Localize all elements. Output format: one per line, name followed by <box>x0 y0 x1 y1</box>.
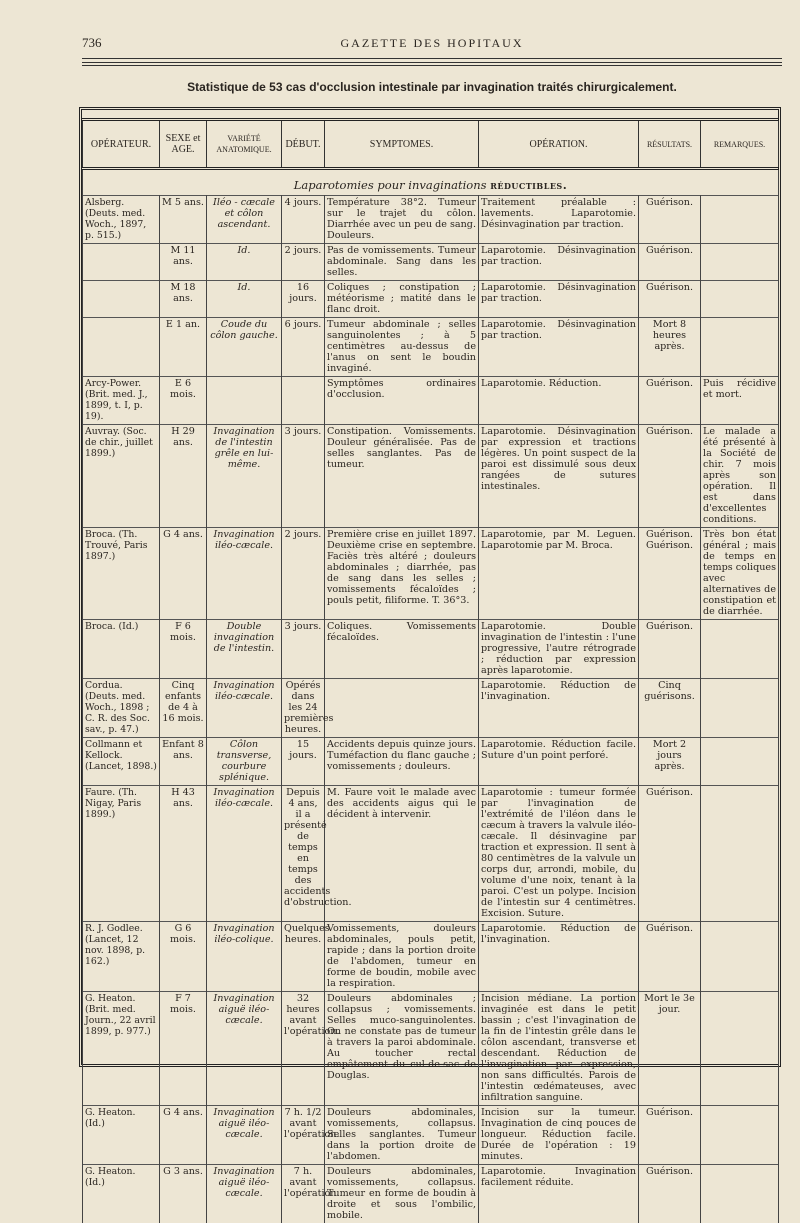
cell-variete <box>207 377 282 425</box>
cell-operateur: Cordua. (Deuts. med. Woch., 1898 ; C. R. des Soc. sav., p. 47.) <box>83 679 160 738</box>
cell-operateur <box>83 318 160 377</box>
header-rule <box>82 58 782 59</box>
cell-variete: Invagination iléo-cæcale. <box>207 786 282 922</box>
cell-resultats: Guérison. Guérison. <box>639 528 701 620</box>
cell-remarques <box>701 992 779 1106</box>
cell-remarques <box>701 738 779 786</box>
cell-resultats: Guérison. <box>639 281 701 318</box>
table-row <box>83 679 779 738</box>
section-heading-italic: Laparotomies pour invaginations <box>294 178 487 192</box>
header-row <box>83 120 779 169</box>
cell-operateur <box>83 281 160 318</box>
cell-variete: Invagination de l'intestin grêle en lui-même. <box>207 425 282 528</box>
cell-sexe: G 4 ans. <box>160 1106 207 1165</box>
col-debut: DÉBUT. <box>282 120 325 169</box>
cell-remarques: Le malade a été présenté à la Société de chir. 7 mois après son opération. Il est dans d'excellentes conditions. <box>701 425 779 528</box>
cell-remarques <box>701 244 779 281</box>
cell-sexe: H 43 ans. <box>160 786 207 922</box>
cell-resultats: Guérison. <box>639 1165 701 1223</box>
cell-symptomes: Symptômes ordinaires d'occlusion. <box>325 377 479 425</box>
table-row <box>83 992 779 1106</box>
cell-operateur: Alsberg. (Deuts. med. Woch., 1897, p. 515.) <box>83 196 160 244</box>
cell-sexe: G 3 ans. <box>160 1165 207 1223</box>
cell-sexe: M 5 ans. <box>160 196 207 244</box>
cell-resultats: Guérison. <box>639 1106 701 1165</box>
table-row <box>83 425 779 528</box>
cell-debut: 2 jours. <box>282 528 325 620</box>
cell-sexe: Cinq enfants de 4 à 16 mois. <box>160 679 207 738</box>
col-variete: VARIÉTÉ ANATOMIQUE. <box>207 120 282 169</box>
cell-variete: Invagination iléo-colique. <box>207 922 282 992</box>
cell-variete: Côlon transverse, courbure splénique. <box>207 738 282 786</box>
cell-debut: 7 h. avant l'opération. <box>282 1165 325 1223</box>
col-symptomes: SYMPTOMES. <box>325 120 479 169</box>
cell-sexe: Enfant 8 ans. <box>160 738 207 786</box>
cell-symptomes: Pas de vomissements. Tumeur abdominale. Sang dans les selles. <box>325 244 479 281</box>
cell-operation: Incision médiane. La portion invaginée est dans le petit bassin ; c'est l'invagination de la fin de l'intestin grêle dans le côlon ascendant, transverse et descendant. Réduction de l'invagination par expression, non sans difficultés. Parois de l'intestin œdématеuses, avec infiltration sanguine. <box>479 992 639 1106</box>
cell-resultats: Cinq guérisons. <box>639 679 701 738</box>
cell-operation: Laparotomie. Invagination facilement réduite. <box>479 1165 639 1223</box>
cell-resultats: Mort 8 heures après. <box>639 318 701 377</box>
cell-operation: Laparotomie, par M. Leguen. Laparotomie par M. Broca. <box>479 528 639 620</box>
cell-symptomes: Constipation. Vomissements. Douleur généralisée. Pas de selles sanglantes. Pas de tumeur. <box>325 425 479 528</box>
cell-debut: 32 heures avant l'opération. <box>282 992 325 1106</box>
cell-remarques <box>701 620 779 679</box>
table-row <box>83 318 779 377</box>
cell-variete: Invagination iléo-cæcale. <box>207 679 282 738</box>
cell-operation: Laparotomie. Réduction facile. Suture d'un point perforé. <box>479 738 639 786</box>
col-operation: OPÉRATION. <box>479 120 639 169</box>
page-number: 736 <box>82 35 102 51</box>
col-sexe: SEXE et AGE. <box>160 120 207 169</box>
cell-symptomes: Vomissements, douleurs abdominales, pouls petit, rapide ; dans la portion droite de l'abdomen, tumeur en forme de boudin, mobile avec la respiration. <box>325 922 479 992</box>
cell-debut: 6 jours. <box>282 318 325 377</box>
table-row <box>83 1165 779 1223</box>
cell-variete: Id. <box>207 281 282 318</box>
section-heading <box>83 169 779 196</box>
col-remarques: REMARQUES. <box>701 120 779 169</box>
cell-debut: 16 jours. <box>282 281 325 318</box>
cell-variete: Invagination aiguë iléo-cæcale. <box>207 1106 282 1165</box>
cell-operation: Traitement préalable : lavements. Laparotomie. Désinvagination par traction. <box>479 196 639 244</box>
cell-remarques <box>701 1165 779 1223</box>
cell-variete: Invagination aiguë iléo-cæcale. <box>207 992 282 1106</box>
cell-resultats: Guérison. <box>639 922 701 992</box>
cell-symptomes: Coliques ; constipation ; météorisme ; matité dans le flanc droit. <box>325 281 479 318</box>
cell-operation: Incision sur la tumeur. Invagination de cinq pouces de longueur. Réduction facile. Durée de l'opération : 19 minutes. <box>479 1106 639 1165</box>
cell-debut: 3 jours. <box>282 425 325 528</box>
cell-operateur: R. J. Godlee. (Lancet, 12 nov. 1898, p. 162.) <box>83 922 160 992</box>
cell-debut: Quelques heures. <box>282 922 325 992</box>
cell-operateur: Faure. (Th. Nigay, Paris 1899.) <box>83 786 160 922</box>
cell-sexe: E 6 mois. <box>160 377 207 425</box>
cell-resultats: Mort 2 jours après. <box>639 738 701 786</box>
cell-variete: Invagination iléo-cæcale. <box>207 528 282 620</box>
cell-operateur: Broca. (Id.) <box>83 620 160 679</box>
header-rule-thin <box>82 62 782 63</box>
cell-sexe: F 7 mois. <box>160 992 207 1106</box>
statistics-table-frame <box>79 107 781 1067</box>
cell-operation: Laparotomie. Réduction de l'invagination. <box>479 922 639 992</box>
cell-debut: 15 jours. <box>282 738 325 786</box>
cell-resultats: Guérison. <box>639 196 701 244</box>
cell-resultats: Guérison. <box>639 620 701 679</box>
cell-remarques: Très bon état général ; mais de temps en temps coliques avec alternatives de constipation et de diarrhée. <box>701 528 779 620</box>
table-row <box>83 738 779 786</box>
statistics-table <box>82 118 779 1223</box>
table-row <box>83 244 779 281</box>
cell-symptomes: Douleurs abdominales ; collapsus ; vomissements. Selles muco-sanguinolentes. On ne constate pas de tumeur à travers la paroi abdominale. Au toucher rectal empâtement du cul-de-sac de Douglas. <box>325 992 479 1106</box>
cell-remarques <box>701 922 779 992</box>
cell-symptomes: Première crise en juillet 1897. Deuxième crise en septembre. Faciès très altéré ; douleurs abdominales ; diarrhée, pas de sang dans les selles ; vomissements fécaloïdes ; pouls petit, filiforme. T. 36°3. <box>325 528 479 620</box>
cell-variete: Coude du côlon gauche. <box>207 318 282 377</box>
cell-operateur: G. Heaton. (Id.) <box>83 1165 160 1223</box>
table-row <box>83 281 779 318</box>
cell-operation: Laparotomie. Double invagination de l'intestin : l'une progressive, l'autre rétrograde ; réduction par expression après laparotomie. <box>479 620 639 679</box>
cell-remarques <box>701 196 779 244</box>
cell-symptomes: Tumeur abdominale ; selles sanguinolentes ; à 5 centimètres au-dessus de l'anus on sent le boudin invaginé. <box>325 318 479 377</box>
table-row <box>83 528 779 620</box>
table-title: Statistique de 53 cas d'occlusion intestinale par invagination traités chirurgicalement. <box>82 80 782 94</box>
cell-operation: Laparotomie. Désinvagination par traction. <box>479 318 639 377</box>
cell-resultats: Guérison. <box>639 786 701 922</box>
cell-operateur: Auvray. (Soc. de chir., juillet 1899.) <box>83 425 160 528</box>
cell-sexe: M 11 ans. <box>160 244 207 281</box>
cell-symptomes: Accidents depuis quinze jours. Tuméfaction du flanc gauche ; vomissements ; douleurs. <box>325 738 479 786</box>
cell-debut: 4 jours. <box>282 196 325 244</box>
cell-sexe: E 1 an. <box>160 318 207 377</box>
cell-operation: Laparotomie. Désinvagination par traction. <box>479 281 639 318</box>
cell-operateur <box>83 244 160 281</box>
cell-symptomes: Température 38°2. Tumeur sur le trajet du côlon. Diarrhée avec un peu de sang. Douleurs. <box>325 196 479 244</box>
cell-operateur: Broca. (Th. Trouvé, Paris 1897.) <box>83 528 160 620</box>
cell-debut <box>282 377 325 425</box>
table-row <box>83 1106 779 1165</box>
cell-variete: Iléo - cæcale et côlon ascendant. <box>207 196 282 244</box>
cell-operation: Laparotomie : tumeur formée par l'invagination de l'extrémité de l'iléon dans le cæcum à travers la valvule iléo-cæcale. Il désinvagine par traction et expression. Il sent à 80 centimètres de la valvule un corps dur, arrondi, mobile, du volume d'une noix, tenant à la paroi. C'est un polype. Incision de l'intestin sur 4 centimètres. Excision. Suture. <box>479 786 639 922</box>
cell-symptomes: Coliques. Vomissements fécaloïdes. <box>325 620 479 679</box>
table-row <box>83 620 779 679</box>
section-heading-bold: réductibles. <box>490 178 567 192</box>
cell-debut: 3 jours. <box>282 620 325 679</box>
table-row <box>83 196 779 244</box>
cell-variete: Invagination aiguë iléo-cæcale. <box>207 1165 282 1223</box>
cell-sexe: G 4 ans. <box>160 528 207 620</box>
cell-sexe: H 29 ans. <box>160 425 207 528</box>
cell-symptomes: Douleurs abdominales, vomissements, collapsus. Tumeur en forme de boudin à droite et sous l'ombilic, mobile. <box>325 1165 479 1223</box>
cell-resultats: Guérison. <box>639 377 701 425</box>
cell-remarques <box>701 318 779 377</box>
cell-debut: Opérés dans les 24 premières heures. <box>282 679 325 738</box>
col-operateur: OPÉRATEUR. <box>83 120 160 169</box>
cell-symptomes: Douleurs abdominales, vomissements, collapsus. Selles sanglantes. Tumeur dans la portion droite de l'abdomen. <box>325 1106 479 1165</box>
cell-variete: Id. <box>207 244 282 281</box>
cell-resultats: Mort le 3e jour. <box>639 992 701 1106</box>
cell-operateur: G. Heaton. (Id.) <box>83 1106 160 1165</box>
cell-sexe: F 6 mois. <box>160 620 207 679</box>
cell-operateur: Arcy-Power. (Brit. med. J., 1899, t. I, p. 19). <box>83 377 160 425</box>
cell-remarques <box>701 679 779 738</box>
cell-sexe: G 6 mois. <box>160 922 207 992</box>
cell-resultats: Guérison. <box>639 244 701 281</box>
cell-remarques <box>701 786 779 922</box>
page-header <box>82 35 782 53</box>
cell-symptomes: M. Faure voit le malade avec des accidents aigus qui le décident à intervenir. <box>325 786 479 922</box>
cell-operateur: G. Heaton. (Brit. med. Journ., 22 avril 1899, p. 977.) <box>83 992 160 1106</box>
cell-operation: Laparotomie. Désinvagination par expression et tractions légères. Un point suspect de la paroi est dissimulé sous deux rangées de sutures intestinales. <box>479 425 639 528</box>
cell-sexe: M 18 ans. <box>160 281 207 318</box>
cell-remarques <box>701 1106 779 1165</box>
cell-variete: Double invagination de l'intestin. <box>207 620 282 679</box>
cell-resultats: Guérison. <box>639 425 701 528</box>
cell-remarques <box>701 281 779 318</box>
header-rule-thick <box>82 65 782 66</box>
cell-debut: Depuis 4 ans, il a présenté de temps en temps des accidents d'obstruction. <box>282 786 325 922</box>
cell-remarques: Puis récidive et mort. <box>701 377 779 425</box>
cell-debut: 7 h. 1/2 avant l'opération. <box>282 1106 325 1165</box>
cell-symptomes <box>325 679 479 738</box>
table-row <box>83 377 779 425</box>
running-title: GAZETTE DES HOPITAUX <box>82 36 782 51</box>
table-row <box>83 922 779 992</box>
cell-operation: Laparotomie. Réduction de l'invagination. <box>479 679 639 738</box>
cell-operation: Laparotomie. Réduction. <box>479 377 639 425</box>
col-resultats: RÉSULTATS. <box>639 120 701 169</box>
cell-operation: Laparotomie. Désinvagination par traction. <box>479 244 639 281</box>
cell-debut: 2 jours. <box>282 244 325 281</box>
cell-operateur: Collmann et Kellock. (Lancet, 1898.) <box>83 738 160 786</box>
table-row <box>83 786 779 922</box>
